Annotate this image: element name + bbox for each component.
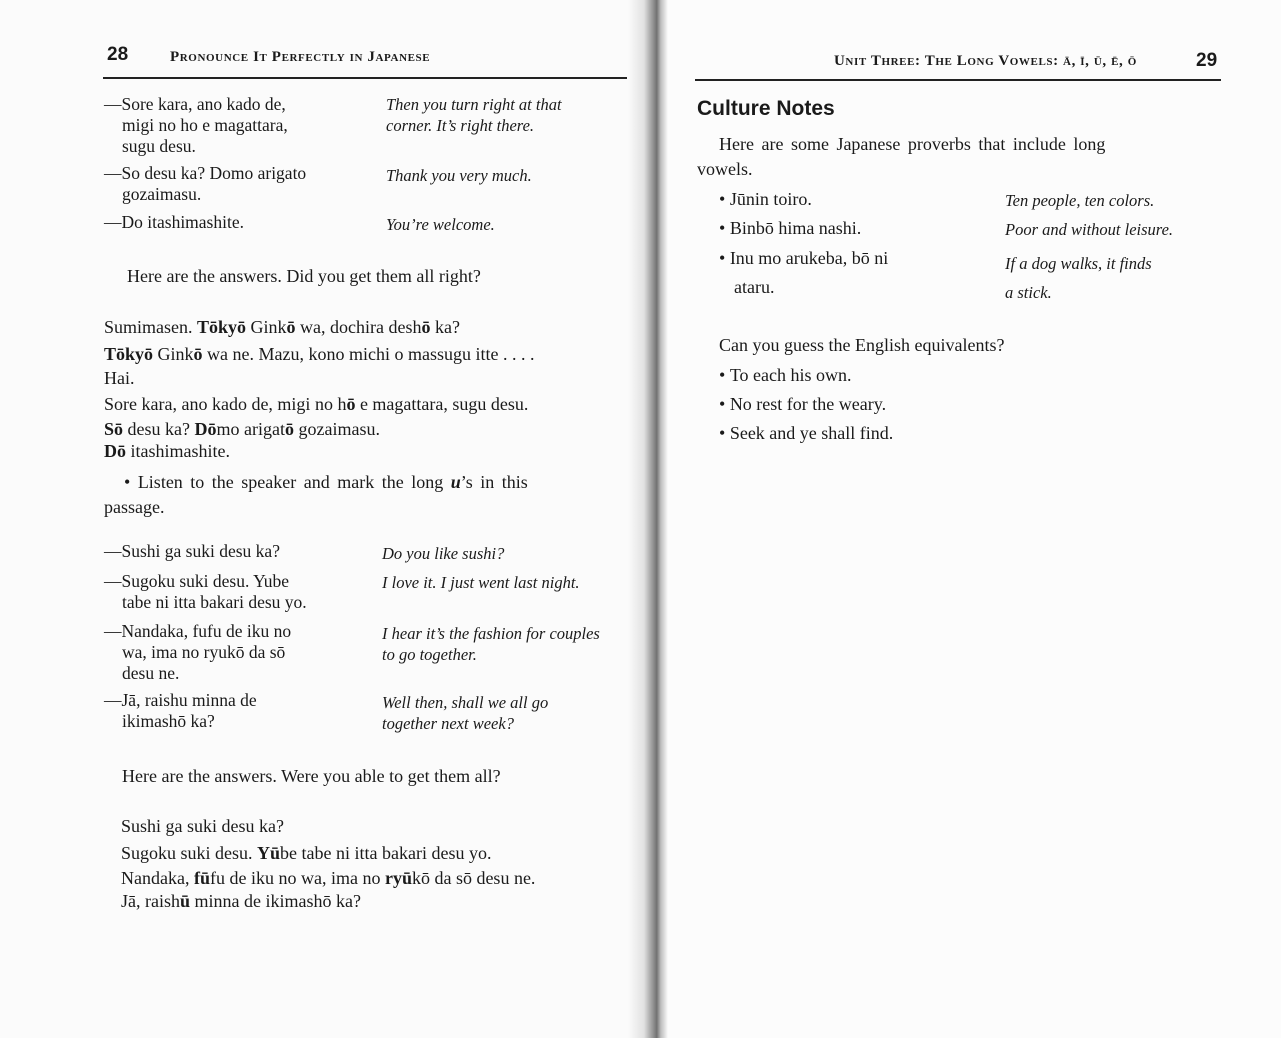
- dialogue2-translation3: [382, 623, 600, 665]
- dialogue2-line2: [104, 571, 307, 613]
- dialogue-text: —So desu ka? Domo arigato: [104, 163, 307, 183]
- instruction-text: Listen to the speaker and mark the long: [137, 472, 451, 492]
- dialogue1-translation2: Thank you very much.: [386, 166, 532, 185]
- answer-text: Sugoku suki desu.: [121, 843, 258, 863]
- translation-text: a stick.: [1005, 283, 1052, 302]
- answer2-line-3: [121, 868, 535, 889]
- answer-text: desu ka?: [123, 419, 195, 439]
- dialogue-text: sugu desu.: [122, 136, 196, 156]
- translation-text: Well then, shall we all go: [382, 693, 549, 712]
- section-title: Culture Notes: [697, 97, 835, 120]
- equivalent-3: • Seek and ye shall find.: [719, 423, 893, 444]
- proverb-3-translation: [1005, 249, 1152, 307]
- right-header-rule: [695, 79, 1221, 81]
- long-vowel: fū: [193, 868, 210, 888]
- long-vowel: Tōkyō: [197, 317, 247, 337]
- dialogue-text: desu ne.: [122, 663, 180, 683]
- dialogue1-line2: [104, 163, 306, 205]
- translation-text: together next week?: [382, 714, 514, 733]
- answer2-line-4: [121, 891, 361, 912]
- answer-line-1: [104, 317, 460, 338]
- dialogue2-translation2: I love it. I just went last night.: [382, 573, 580, 592]
- book-gutter: [628, 0, 668, 1038]
- left-running-head: Pronounce It Perfectly in Japanese: [170, 49, 431, 65]
- instruction-text: ’s in this: [460, 472, 528, 492]
- answer2-line-1: Sushi ga suki desu ka?: [121, 816, 284, 836]
- answer-text: Gink: [153, 344, 194, 364]
- answer-line-2: [104, 344, 534, 365]
- long-vowel: ō: [286, 317, 296, 337]
- answer-text: kō da sō desu ne.: [411, 868, 536, 888]
- answer-text: minna de ikimashō ka?: [190, 891, 361, 911]
- answer-text: Sore kara, ano kado de, migi no h: [104, 394, 347, 414]
- proverb-3: • Inu mo arukeba, bō ni: [719, 248, 888, 269]
- answer2-line-2: [121, 843, 491, 864]
- translation-text: I hear it’s the fashion for couples: [382, 624, 600, 643]
- dialogue-text: —Sore kara, ano kado de,: [104, 94, 286, 114]
- instruction-letter: u: [450, 472, 461, 492]
- long-vowel: ō: [284, 419, 294, 439]
- long-vowel: ō: [421, 317, 431, 337]
- answer-text: Gink: [246, 317, 287, 337]
- long-vowel: ryū: [384, 868, 412, 888]
- dialogue-text: gozaimasu.: [122, 184, 202, 204]
- answer-text: Nandaka,: [121, 868, 194, 888]
- dialogue-text: migi no ho e magattara,: [122, 115, 288, 135]
- dialogue-text: tabe ni itta bakari desu yo.: [122, 592, 307, 612]
- left-header-rule: [103, 77, 627, 79]
- answer-text: e magattara, sugu desu.: [355, 394, 529, 414]
- answer-line-6: [104, 441, 230, 462]
- translation-text: to go together.: [382, 645, 477, 664]
- long-vowel: Dō: [104, 441, 126, 461]
- listen-instruction: [124, 472, 528, 493]
- dialogue2-translation4: [382, 692, 548, 734]
- dialogue1-translation1: [386, 94, 562, 136]
- long-vowel: Yū: [257, 843, 281, 863]
- culture-intro-line2: vowels.: [697, 159, 753, 179]
- long-vowel: ō: [193, 344, 203, 364]
- answer-text: itashimashite.: [126, 441, 230, 461]
- dialogue2-line1: —Sushi ga suki desu ka?: [104, 541, 280, 561]
- answer-text: wa, dochira desh: [295, 317, 422, 337]
- equivalent-1: • To each his own.: [719, 365, 852, 386]
- answer-text: fu de iku no wa, ima no: [209, 868, 385, 888]
- answer-text: Jā, raish: [121, 891, 180, 911]
- right-running-head: Unit Three: The Long Vowels: ā, ī, ū, ē, ō: [834, 53, 1137, 69]
- dialogue-text: —Nandaka, fufu de iku no: [104, 621, 292, 641]
- answer-text: be tabe ni itta bakari desu yo.: [280, 843, 492, 863]
- answer-line-5: [104, 419, 380, 440]
- dialogue-text: ikimashō ka?: [122, 711, 215, 731]
- dialogue-text: —Jā, raishu minna de: [104, 690, 257, 710]
- answers-intro-1: Here are the answers. Did you get them all right?: [127, 266, 481, 286]
- answers-intro-2: Here are the answers. Were you able to get them all?: [122, 766, 501, 786]
- translation-text: Then you turn right at that: [386, 95, 562, 114]
- proverb-3-cont: ataru.: [734, 277, 775, 297]
- long-vowel: Tōkyō: [104, 344, 154, 364]
- long-vowel: Dō: [194, 419, 217, 439]
- culture-intro-line1: Here are some Japanese proverbs that include long: [719, 134, 1106, 154]
- right-page: [650, 0, 1281, 1038]
- proverb-2: • Binbō hima nashi.: [719, 218, 861, 239]
- answer-text: mo arigat: [216, 419, 285, 439]
- answer-line-4: [104, 394, 528, 415]
- answer-text: wa ne. Mazu, kono michi o massugu itte . . . .: [202, 344, 535, 364]
- dialogue1-translation3: You’re welcome.: [386, 215, 495, 234]
- answer-text: gozaimasu.: [293, 419, 380, 439]
- equivalent-2: • No rest for the weary.: [719, 394, 886, 415]
- right-page-number: 29: [1196, 50, 1218, 71]
- proverb-2-translation: Poor and without leisure.: [1005, 220, 1174, 239]
- dialogue2-translation1: Do you like sushi?: [382, 544, 505, 563]
- dialogue2-line4: [104, 690, 257, 732]
- long-vowel: ū: [179, 891, 190, 911]
- listen-instruction-cont: passage.: [104, 497, 165, 517]
- proverb-1-translation: Ten people, ten colors.: [1005, 191, 1155, 210]
- culture-question: Can you guess the English equivalents?: [719, 335, 1005, 355]
- long-vowel: ō: [346, 394, 356, 414]
- dialogue1-line1: [104, 94, 288, 157]
- answer-line-3: Hai.: [104, 368, 135, 388]
- translation-text: If a dog walks, it finds: [1005, 254, 1152, 273]
- answer-text: ka?: [430, 317, 460, 337]
- dialogue1-line3: —Do itashimashite.: [104, 212, 244, 232]
- translation-text: corner. It’s right there.: [386, 116, 535, 135]
- dialogue-text: —Sugoku suki desu. Yube: [104, 571, 290, 591]
- answer-text: Sumimasen.: [104, 317, 197, 337]
- dialogue2-line3: [104, 621, 291, 684]
- dialogue-text: wa, ima no ryukō da sō: [122, 642, 286, 662]
- proverb-1: • Jūnin toiro.: [719, 189, 812, 210]
- left-page-number: 28: [107, 44, 129, 65]
- long-vowel: Sō: [104, 419, 124, 439]
